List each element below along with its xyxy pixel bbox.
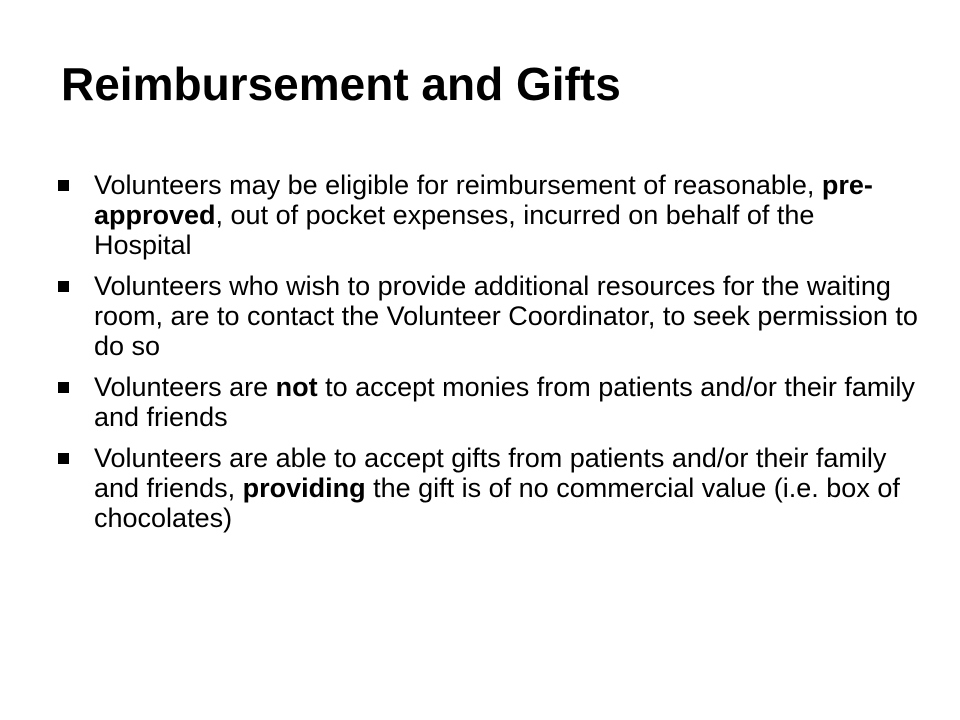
square-bullet-icon	[58, 453, 69, 464]
bullet-item-reimbursement	[58, 170, 918, 260]
square-bullet-icon	[58, 180, 69, 191]
square-bullet-icon	[58, 382, 69, 393]
bullet-text-after: to accept monies from patients and/or their family and friends	[94, 372, 915, 432]
bullet-text-after: , out of pocket expenses, incurred on behalf of the Hospital	[94, 200, 815, 260]
bullet-text-before: Volunteers are	[94, 372, 276, 402]
slide-title: Reimbursement and Gifts	[61, 58, 621, 110]
bullet-item-monies	[58, 372, 918, 432]
bullet-text-bold: providing	[242, 473, 366, 503]
bullet-list	[58, 170, 918, 544]
bullet-item-gifts	[58, 443, 918, 533]
bullet-text-before: Volunteers are able to accept gifts from patients and/or their family and friends,	[94, 443, 887, 503]
bullet-item-resources	[58, 271, 918, 361]
bullet-text-before: Volunteers who wish to provide additional resources for the waiting room, are to contact the Volunteer Coordinator, to seek permission to do so	[94, 271, 918, 361]
bullet-text-after: the gift is of no commercial value (i.e. box of chocolates)	[94, 473, 900, 533]
bullet-text-before: Volunteers may be eligible for reimbursement of reasonable,	[94, 170, 822, 200]
square-bullet-icon	[58, 281, 69, 292]
bullet-text-bold: pre-approved	[94, 170, 873, 230]
bullet-text-bold: not	[275, 372, 318, 402]
